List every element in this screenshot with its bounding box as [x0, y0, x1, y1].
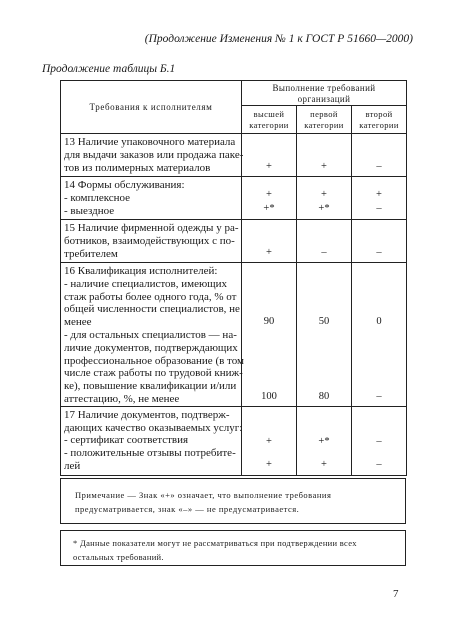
table-row-17: [61, 406, 407, 475]
category-first-line-1: первой: [310, 109, 338, 119]
value-cell-first: [297, 134, 352, 177]
page-number: 7: [393, 588, 399, 600]
value-mark: +: [321, 458, 327, 470]
requirement-line: - наличие специалистов, имеющих: [64, 277, 228, 290]
value-cell-second: [352, 177, 407, 220]
value-mark: 0: [376, 316, 382, 327]
value-mark: 90: [263, 316, 275, 327]
value-cell-second: [352, 406, 407, 475]
value-mark: 100: [261, 391, 277, 402]
requirement-line: 16 Квалификация исполнителей:: [64, 265, 218, 277]
requirement-line: лей: [64, 459, 81, 472]
requirement-line: профессиональное образование (в том: [64, 354, 244, 367]
header-category-second: [352, 106, 407, 134]
table-row-14: [61, 177, 407, 220]
requirements-table: [60, 80, 407, 476]
value-mark: +*: [318, 435, 330, 447]
requirement-line: 14 Формы обслуживания:: [64, 179, 185, 191]
requirement-line: тов из полимерных материалов: [64, 161, 211, 174]
requirement-line: 15 Наличие фирменной одежды у ра-: [64, 222, 239, 234]
requirement-line: - комплексное: [64, 191, 131, 204]
value-mark: 80: [318, 391, 330, 402]
requirement-line: для выдачи заказов или продажа паке-: [64, 148, 244, 161]
value-mark: +: [321, 161, 327, 172]
value-mark: –: [376, 247, 382, 258]
header-fulfilment-group: [242, 81, 407, 106]
requirement-line: личие документов, подтверждающих: [64, 341, 238, 354]
value-mark: +: [266, 247, 272, 258]
requirement-line: менее: [64, 316, 92, 329]
requirement-line: - сертификат соответствия: [64, 434, 189, 447]
table-header-row: [61, 81, 407, 106]
value-mark: +: [376, 189, 382, 200]
value-mark: +*: [263, 203, 275, 214]
requirement-line: - выездное: [64, 204, 115, 217]
value-mark: –: [376, 458, 382, 470]
value-cell-first: [297, 406, 352, 475]
value-cell-highest: [242, 134, 297, 177]
value-cell-first: [297, 263, 352, 407]
note-line: Примечание — Знак «+» означает, что выполнение требования: [75, 490, 332, 500]
requirement-line: аттестацию, %, не менее: [64, 392, 180, 405]
requirement-14: [61, 177, 242, 220]
header-category-first: [297, 106, 352, 134]
value-cell-second: [352, 263, 407, 407]
value-cell-highest: [242, 406, 297, 475]
value-mark: +: [266, 435, 272, 447]
requirement-line: - для остальных специалистов — на-: [64, 328, 237, 341]
value-cell-second: [352, 220, 407, 263]
value-mark: +: [266, 189, 272, 200]
value-mark: –: [321, 247, 327, 258]
category-highest-line-1: высшей: [253, 109, 285, 119]
table-note: [60, 478, 406, 524]
header-category-highest: [242, 106, 297, 134]
table-continuation-label: Продолжение таблицы Б.1: [42, 63, 176, 75]
header-group-line-2: организаций: [297, 94, 351, 104]
footnote-line: остальных требований.: [73, 552, 164, 562]
requirement-line: ботников, взаимодействующих с по-: [64, 234, 235, 247]
value-mark: +: [266, 458, 272, 470]
value-mark: +: [321, 189, 327, 200]
value-mark: 50: [318, 316, 330, 327]
header-requirements: Требования к исполнителям: [61, 81, 242, 134]
requirement-line: 17 Наличие документов, подтверж-: [64, 408, 230, 421]
requirement-line: дающих качество оказываемых услуг:: [64, 421, 243, 434]
requirement-line: стаж работы более одного года, % от: [64, 290, 237, 303]
value-cell-highest: [242, 177, 297, 220]
category-second-line-2: категории: [359, 119, 399, 130]
value-cell-first: [297, 220, 352, 263]
requirement-line: общей численности специалистов, не: [64, 303, 240, 316]
value-cell-second: [352, 134, 407, 177]
table-row-16: [61, 263, 407, 407]
value-cell-highest: [242, 263, 297, 407]
requirement-16: [61, 263, 242, 407]
value-mark: –: [376, 391, 382, 402]
value-mark: –: [376, 435, 382, 447]
note-line: предусматривается, знак «–» — не предусматривается.: [75, 504, 300, 514]
value-cell-highest: [242, 220, 297, 263]
table-row-15: [61, 220, 407, 263]
header-group-line-1: Выполнение требований: [272, 83, 376, 93]
requirement-line: ке), повышение квалификации и/или: [64, 380, 237, 393]
requirement-line: требителем: [64, 247, 118, 260]
footnote-line: * Данные показатели могут не рассматриваться при подтверждении всех: [73, 538, 357, 548]
requirement-17: [61, 406, 242, 475]
category-second-line-1: второй: [365, 109, 393, 119]
value-mark: –: [376, 203, 382, 214]
category-highest-line-2: категории: [249, 119, 289, 130]
requirement-line: числе стаж работы по трудовой книж-: [64, 367, 243, 380]
value-mark: –: [376, 161, 382, 172]
running-header: (Продолжение Изменения № 1 к ГОСТ Р 51660—2000): [144, 33, 413, 45]
value-cell-first: [297, 177, 352, 220]
value-mark: +: [266, 161, 272, 172]
category-first-line-2: категории: [304, 119, 344, 130]
requirement-line: - положительные отзывы потребите-: [64, 447, 236, 460]
requirement-13: [61, 134, 242, 177]
value-mark: +*: [318, 203, 330, 214]
requirement-line: 13 Наличие упаковочного материала: [64, 136, 236, 148]
table-row-13: [61, 134, 407, 177]
table-footnote: [60, 530, 406, 566]
requirement-15: [61, 220, 242, 263]
